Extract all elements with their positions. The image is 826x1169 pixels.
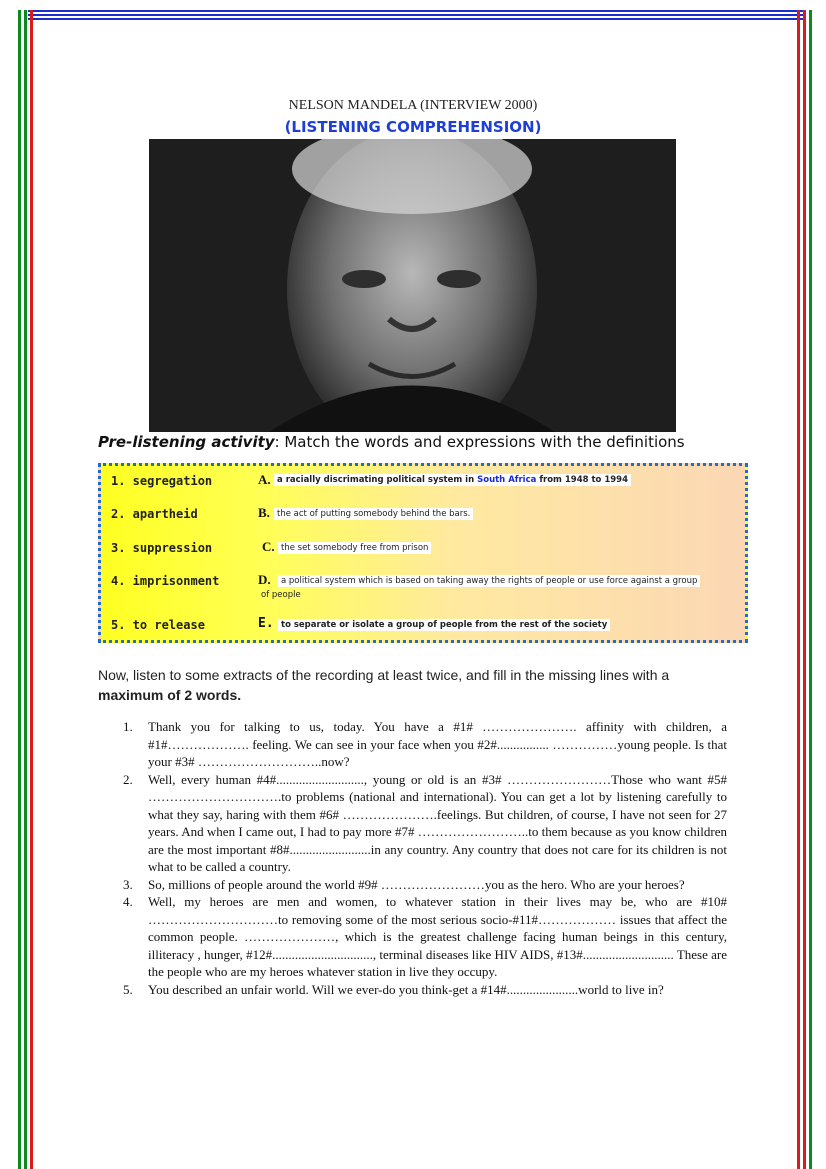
list-item	[115, 876, 727, 894]
top-border-line-2	[28, 14, 804, 16]
list-item	[115, 893, 727, 981]
definition-a-text-end: from 1948 to 1994	[536, 475, 628, 485]
portrait-photo	[149, 139, 676, 432]
definition-d-line1: a political system which is based on taking away the rights of people or use force against a group	[278, 575, 700, 587]
term-2: 2. apartheid	[111, 507, 198, 521]
item-text: You described an unfair world. Will we ever-do you think-get a #14#......................world to live in?	[148, 981, 664, 997]
list-item	[115, 981, 727, 999]
portrait-illustration	[149, 139, 676, 432]
letter-e: E.	[258, 616, 274, 631]
right-border-green	[809, 10, 812, 1169]
top-border-line-1	[28, 10, 804, 12]
prelistening-label: Pre-listening activity	[98, 433, 275, 451]
definition-a-highlight: South Africa	[477, 475, 537, 485]
item-text: Well, my heroes are men and women, to whatever station in their lives may be, who are #10# …………………………to removing some of the most serious socio-#11#……………… issues that affect the common people. …………………, which is the greatest challenge facing human beings in this century, illiteracy , hunger, #12#..............................., terminal diseases like HIV AIDS, #13#............................ These are the people who are my heroes whatever station in live they occupy.	[148, 894, 727, 979]
letter-b: B.	[258, 505, 270, 520]
question-list	[115, 718, 727, 998]
term-4: 4. imprisonment	[111, 574, 220, 588]
letter-d: D.	[258, 572, 271, 587]
definition-a-text: a racially discrimating political system in	[277, 475, 478, 485]
left-border-red	[30, 10, 33, 1169]
item-text: So, millions of people around the world #9# ……………………you as the hero. Who are your heroes?	[148, 876, 685, 892]
term-5: 5. to release	[111, 618, 205, 632]
letter-a: A.	[258, 472, 271, 487]
definition-c: the set somebody free from prison	[278, 542, 431, 554]
matching-box	[98, 463, 748, 643]
top-border-line-3	[28, 18, 804, 20]
definition-d-line2: of people	[261, 590, 301, 600]
prelistening-text: : Match the words and expressions with the definitions	[274, 433, 685, 451]
item-number: 5.	[123, 981, 133, 997]
left-border-green-2	[24, 10, 27, 1169]
instructions-text: Now, listen to some extracts of the recording at least twice, and fill in the missing lines with a	[98, 667, 670, 683]
item-number: 2.	[123, 771, 133, 787]
list-item	[115, 718, 727, 771]
item-number: 3.	[123, 876, 133, 892]
definition-e: to separate or isolate a group of people from the rest of the society	[278, 619, 610, 631]
worksheet-title: NELSON MANDELA (INTERVIEW 2000)	[288, 98, 538, 113]
letter-c: C.	[262, 539, 275, 554]
right-border-red	[797, 10, 800, 1169]
term-3: 3. suppression	[111, 541, 213, 555]
instructions-bold: maximum of 2 words.	[98, 687, 242, 703]
definition-a	[274, 474, 631, 486]
left-border-green	[18, 10, 21, 1169]
prelistening-heading	[98, 433, 685, 451]
list-item	[115, 771, 727, 876]
item-number: 4.	[123, 894, 133, 909]
term-1: 1. segregation	[111, 474, 213, 488]
item-number: 1.	[123, 719, 133, 734]
item-text: Well, every human #4#..........................., young or old is an #3# ……………………Those who want #5# ………………………….to problems (national and international). You can get a lot by listening carefully to what they say, haring with them #6# ………………….feelings. But children, of course, I have not seen for 27 years. And when I came out, I had to pay more #7# ……………………..to them because as you know children are the most important #8#.........................in any country. Any country that does not care for its children is not what to be called a country.	[148, 771, 727, 874]
worksheet-subtitle: (LISTENING COMPREHENSION)	[284, 118, 542, 136]
right-border-red-2	[803, 10, 806, 1169]
definition-b: the act of putting somebody behind the bars.	[274, 508, 473, 520]
item-text: Thank you for talking to us, today. You have a #1# …………………. affinity with children, a #1#………………. feeling. We can see in your face when you #2#................ ……………young people. Is that your #3# ………………………..now?	[148, 719, 727, 769]
listening-instructions	[98, 665, 738, 705]
